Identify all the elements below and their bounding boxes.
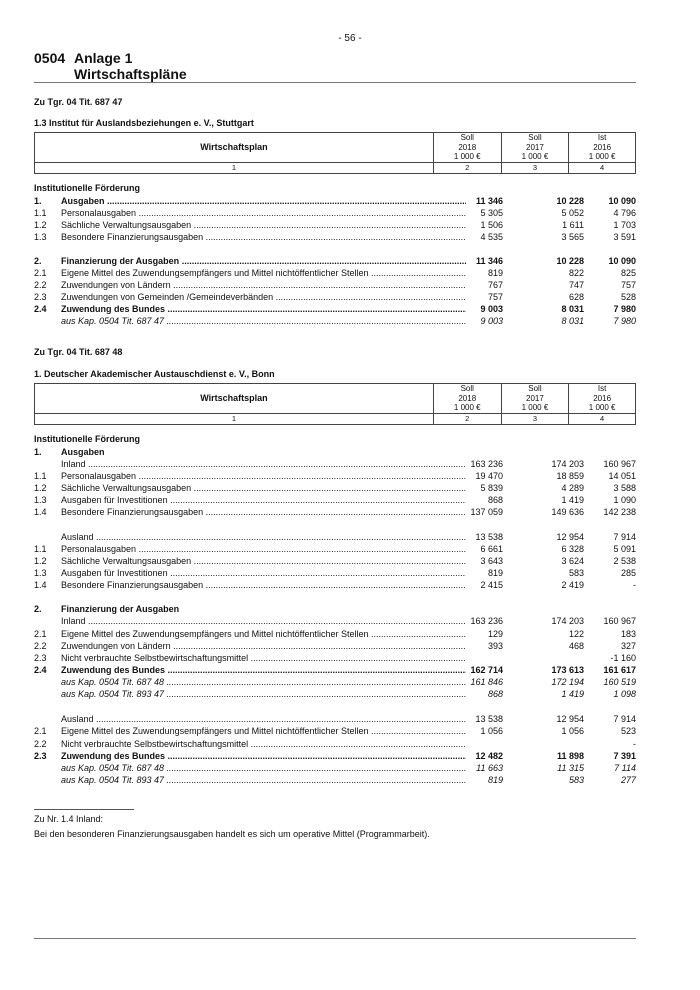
row-label: Sächliche Verwaltungsausgaben ..... (61, 555, 466, 567)
row-label: Zuwendung des Bundes ..... (61, 664, 466, 676)
col-number: 2 (433, 162, 501, 173)
footnote-text: Bei den besonderen Finanzierungsausgaben handelt es sich um operative Mittel (Programmarbeit). (34, 829, 430, 839)
row-value-2: 12 954 (556, 532, 584, 542)
table-row (34, 750, 636, 762)
row-value-3: - (633, 739, 636, 749)
row-number: 2. (34, 256, 42, 266)
row-value-2: 172 194 (551, 677, 584, 687)
row-value-3: 1 090 (613, 495, 636, 505)
row-label: Eigene Mittel des Zuwendungsempfängers und Mittel nichtöffentlicher Stellen ..... (61, 267, 466, 279)
row-number: 2. (34, 604, 42, 614)
row-value-3: 825 (620, 268, 636, 278)
col-soll-2017: Soll 2017 1 000 € (501, 133, 569, 163)
row-number: 2.4 (34, 304, 47, 314)
row-label: Zuwendung des Bundes ..... (61, 303, 466, 315)
row-value-3: 2 538 (613, 556, 636, 566)
row-value-3: 528 (620, 292, 636, 302)
row-number: 1.1 (34, 544, 47, 554)
col-number: 4 (569, 162, 636, 173)
row-value-1: 11 663 (476, 763, 503, 773)
row-value-3: 4 796 (613, 208, 636, 218)
table-row (34, 531, 636, 543)
row-label: aus Kap. 0504 Tit. 687 47 ..... (61, 315, 466, 327)
row-number: 1.2 (34, 483, 47, 493)
table-row (34, 774, 636, 786)
col-number: 3 (501, 413, 569, 424)
footnote-label: Zu Nr. 1.4 Inland: (34, 814, 104, 824)
row-value-2: 4 289 (561, 483, 584, 493)
col-ist-2016: Ist 2016 1 000 € (569, 133, 636, 163)
row-value-1: 12 482 (475, 751, 503, 761)
row-value-2: 173 613 (551, 665, 584, 675)
col-number: 1 (35, 162, 434, 173)
row-value-3: 277 (620, 775, 636, 785)
table-row (34, 231, 636, 243)
table-row (34, 762, 636, 774)
row-label: Ausgaben ..... (61, 195, 466, 207)
row-value-1: 129 (487, 629, 503, 639)
table-row (34, 446, 636, 458)
row-label: Personalausgaben ..... (61, 207, 466, 219)
row-label: aus Kap. 0504 Tit. 687 48 ..... (61, 676, 466, 688)
row-value-2: 468 (568, 641, 584, 651)
row-number: 1.4 (34, 580, 47, 590)
row-value-3: 160 519 (603, 677, 636, 687)
footnote-rule (34, 809, 134, 810)
row-value-1: 11 346 (475, 196, 503, 206)
table-row (34, 555, 636, 567)
row-number: 1.1 (34, 208, 47, 218)
row-value-2: 1 611 (562, 220, 584, 230)
row-value-2: 122 (568, 629, 584, 639)
row-label: Sächliche Verwaltungsausgaben ..... (61, 482, 466, 494)
section1-heading: Institutionelle Förderung (34, 183, 140, 193)
row-value-3: 160 967 (603, 459, 636, 469)
row-value-3: 160 967 (603, 616, 636, 626)
row-label: Zuwendungen von Ländern ..... (61, 279, 466, 291)
row-value-3: 14 051 (608, 471, 636, 481)
row-value-2: 3 565 (561, 232, 584, 242)
row-label: Ausland ..... (61, 531, 466, 543)
row-value-1: 393 (487, 641, 503, 651)
row-number: 1.2 (34, 556, 47, 566)
row-value-2: 583 (568, 568, 584, 578)
section1-reference: Zu Tgr. 04 Tit. 687 47 (34, 97, 123, 107)
row-value-1: 161 846 (470, 677, 503, 687)
row-value-2: 1 419 (561, 689, 584, 699)
table-row (34, 506, 636, 518)
row-value-2: 11 898 (556, 751, 584, 761)
row-label: Finanzierung der Ausgaben (61, 604, 180, 614)
table-row (34, 579, 636, 591)
row-value-3: 757 (620, 280, 636, 290)
row-value-1: 19 470 (475, 471, 503, 481)
row-value-2: 18 859 (556, 471, 584, 481)
row-label: Personalausgaben ..... (61, 470, 466, 482)
row-label: Ausgaben für Investitionen ..... (61, 567, 466, 579)
row-value-3: 7 980 (613, 304, 636, 314)
row-value-1: 6 661 (480, 544, 503, 554)
col-number: 1 (35, 413, 434, 424)
table-row (34, 543, 636, 555)
row-number: 1. (34, 196, 42, 206)
row-value-2: 2 419 (561, 580, 584, 590)
row-value-3: 7 914 (613, 714, 636, 724)
title-line-1: Anlage 1 (74, 50, 133, 66)
row-value-3: 161 617 (603, 665, 636, 675)
table-row (34, 255, 636, 267)
header-rule (34, 82, 636, 83)
row-label: Zuwendung des Bundes ..... (61, 750, 466, 762)
row-number: 2.1 (34, 726, 47, 736)
table-row (34, 458, 636, 470)
table-row (34, 640, 636, 652)
row-value-2: 583 (568, 775, 584, 785)
row-value-1: 163 236 (470, 459, 503, 469)
row-label: aus Kap. 0504 Tit. 893 47 ..... (61, 774, 466, 786)
page-title (74, 50, 187, 82)
row-number: 1.3 (34, 568, 47, 578)
table-row (34, 603, 636, 615)
row-value-3: 10 090 (608, 196, 636, 206)
row-value-2: 6 328 (561, 544, 584, 554)
row-label: Besondere Finanzierungsausgaben ..... (61, 231, 466, 243)
row-label: aus Kap. 0504 Tit. 893 47 ..... (61, 688, 466, 700)
row-label: Besondere Finanzierungsausgaben ..... (61, 506, 466, 518)
row-value-3: 7 914 (613, 532, 636, 542)
row-number: 2.3 (34, 292, 47, 302)
row-value-3: 3 591 (613, 232, 636, 242)
table-row (34, 267, 636, 279)
table-row (34, 688, 636, 700)
table-row (34, 738, 636, 750)
col-number: 4 (569, 413, 636, 424)
table-row (34, 725, 636, 737)
col-soll-2017: Soll 2017 1 000 € (501, 384, 569, 414)
table-header-label: Wirtschaftsplan (35, 384, 434, 414)
row-value-2: 11 315 (557, 763, 584, 773)
row-value-3: 7 391 (613, 751, 636, 761)
row-value-2: 1 419 (561, 495, 584, 505)
row-value-3: 1 098 (613, 689, 636, 699)
table-row (34, 713, 636, 725)
row-value-2: 3 624 (561, 556, 584, 566)
row-number: 2.1 (34, 268, 47, 278)
row-label: Finanzierung der Ausgaben ..... (61, 255, 466, 267)
row-number: 2.2 (34, 641, 47, 651)
row-value-1: 1 056 (480, 726, 503, 736)
row-value-1: 162 714 (470, 665, 503, 675)
title-line-2: Wirtschaftspläne (74, 66, 187, 82)
row-number: 1.3 (34, 495, 47, 505)
row-value-2: 12 954 (556, 714, 584, 724)
row-number: 2.2 (34, 280, 47, 290)
row-value-3: -1 160 (610, 653, 636, 663)
row-label: Eigene Mittel des Zuwendungsempfängers und Mittel nichtöffentlicher Stellen ..... (61, 628, 466, 640)
col-soll-2018: Soll 2018 1 000 € (433, 133, 501, 163)
table-row (34, 482, 636, 494)
row-value-2: 149 636 (551, 507, 584, 517)
row-value-3: 523 (620, 726, 636, 736)
row-number: 2.1 (34, 629, 47, 639)
row-label: Besondere Finanzierungsausgaben ..... (61, 579, 466, 591)
row-value-1: 3 643 (480, 556, 503, 566)
row-number: 1. (34, 447, 42, 457)
table-header-label: Wirtschaftsplan (35, 133, 434, 163)
section2-table-header (34, 383, 636, 425)
table-row (34, 494, 636, 506)
row-label: Eigene Mittel des Zuwendungsempfängers und Mittel nichtöffentlicher Stellen ..... (61, 725, 466, 737)
row-label: Ausland ..... (61, 713, 466, 725)
row-value-1: 1 506 (480, 220, 503, 230)
row-value-1: 819 (487, 568, 503, 578)
row-label: Ausgaben für Investitionen ..... (61, 494, 466, 506)
row-number: 1.4 (34, 507, 47, 517)
table-row (34, 676, 636, 688)
row-value-3: 1 703 (613, 220, 636, 230)
row-number: 1.1 (34, 471, 47, 481)
row-value-2: 8 031 (561, 304, 584, 314)
table-row (34, 195, 636, 207)
row-value-1: 868 (487, 689, 503, 699)
table-row (34, 628, 636, 640)
row-value-2: 1 056 (561, 726, 584, 736)
row-label: Nicht verbrauchte Selbstbewirtschaftungsmittel ..... (61, 738, 466, 750)
section2-title: 1. Deutscher Akademischer Austauschdienst e. V., Bonn (34, 369, 275, 379)
row-number: 1.3 (34, 232, 47, 242)
table-row (34, 279, 636, 291)
row-value-1: 13 538 (475, 714, 503, 724)
row-label: Inland ..... (61, 458, 466, 470)
col-ist-2016: Ist 2016 1 000 € (569, 384, 636, 414)
table-row (34, 567, 636, 579)
footer-rule (34, 938, 636, 939)
section2-reference: Zu Tgr. 04 Tit. 687 48 (34, 347, 123, 357)
row-value-2: 747 (568, 280, 584, 290)
row-value-1: 163 236 (470, 616, 503, 626)
table-row (34, 652, 636, 664)
row-value-2: 174 203 (551, 459, 584, 469)
page-number: - 56 - (338, 33, 362, 44)
table-row (34, 207, 636, 219)
row-value-1: 11 346 (475, 256, 503, 266)
row-value-2: 10 228 (556, 256, 584, 266)
table-row (34, 470, 636, 482)
row-value-3: 5 091 (613, 544, 636, 554)
col-number: 3 (501, 162, 569, 173)
row-value-2: 10 228 (556, 196, 584, 206)
row-value-3: 7 114 (614, 763, 636, 773)
col-number: 2 (433, 413, 501, 424)
row-value-1: 137 059 (470, 507, 503, 517)
row-number: 2.3 (34, 751, 47, 761)
row-label: Sächliche Verwaltungsausgaben ..... (61, 219, 466, 231)
row-label: Ausgaben (61, 447, 105, 457)
section1-table-header (34, 132, 636, 174)
row-value-3: 3 588 (613, 483, 636, 493)
section1-title: 1.3 Institut für Auslandsbeziehungen e. V., Stuttgart (34, 118, 254, 128)
row-value-3: 7 980 (613, 316, 636, 326)
row-value-1: 5 305 (480, 208, 503, 218)
row-value-2: 822 (568, 268, 584, 278)
chapter-code: 0504 (34, 50, 66, 66)
row-number: 2.3 (34, 653, 47, 663)
row-value-1: 819 (487, 775, 503, 785)
section2-heading: Institutionelle Förderung (34, 434, 140, 444)
table-row (34, 615, 636, 627)
row-value-3: - (633, 580, 636, 590)
row-value-2: 8 031 (561, 316, 584, 326)
row-value-1: 757 (487, 292, 503, 302)
table-row (34, 303, 636, 315)
row-value-1: 13 538 (475, 532, 503, 542)
row-label: Personalausgaben ..... (61, 543, 466, 555)
row-number: 2.4 (34, 665, 47, 675)
row-value-2: 174 203 (551, 616, 584, 626)
row-value-3: 10 090 (608, 256, 636, 266)
row-value-3: 285 (620, 568, 636, 578)
row-label: Inland ..... (61, 615, 466, 627)
row-value-1: 9 003 (480, 316, 503, 326)
row-number: 1.2 (34, 220, 47, 230)
row-number: 2.2 (34, 739, 47, 749)
row-label: Zuwendungen von Ländern ..... (61, 640, 466, 652)
table-row (34, 291, 636, 303)
row-value-2: 628 (568, 292, 584, 302)
row-label: aus Kap. 0504 Tit. 687 48 ..... (61, 762, 466, 774)
row-label: Zuwendungen von Gemeinden /Gemeindeverbänden ..... (61, 291, 466, 303)
row-value-1: 4 535 (480, 232, 503, 242)
row-value-1: 5 839 (480, 483, 503, 493)
table-row (34, 664, 636, 676)
row-value-3: 327 (620, 641, 636, 651)
row-value-3: 183 (620, 629, 636, 639)
table-row (34, 315, 636, 327)
row-label: Nicht verbrauchte Selbstbewirtschaftungsmittel ..... (61, 652, 466, 664)
table-row (34, 219, 636, 231)
row-value-1: 868 (487, 495, 503, 505)
row-value-1: 9 003 (480, 304, 503, 314)
row-value-2: 5 052 (561, 208, 584, 218)
row-value-1: 2 415 (480, 580, 503, 590)
col-soll-2018: Soll 2018 1 000 € (433, 384, 501, 414)
row-value-3: 142 238 (603, 507, 636, 517)
row-value-1: 767 (487, 280, 503, 290)
row-value-1: 819 (487, 268, 503, 278)
